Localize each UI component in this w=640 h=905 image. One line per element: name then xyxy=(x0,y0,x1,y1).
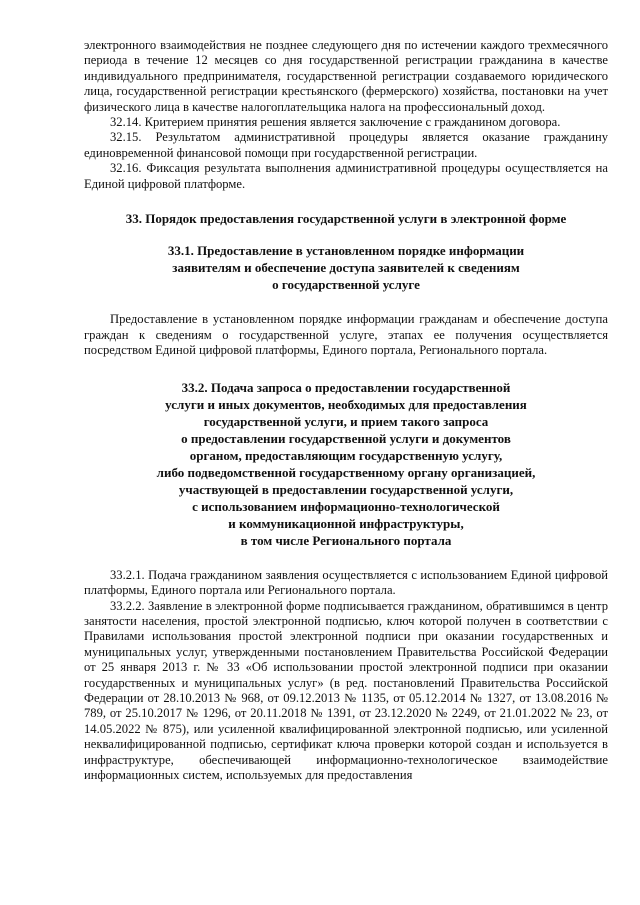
paragraph-33-2-1: 33.2.1. Подача гражданином заявления осуществляется с использованием Единой цифровой платформы, Единого портала или Регионального портала. xyxy=(84,567,608,598)
title-line: в том числе Регионального портала xyxy=(240,532,452,548)
paragraph-32-16: 32.16. Фиксация результата выполнения административной процедуры осуществляется на Единой цифровой платформе. xyxy=(84,161,608,191)
paragraph-32-15: 32.15. Результатом административной процедуры является оказание гражданину единовременной финансовой помощи при государственной регистрации. xyxy=(84,130,608,160)
title-line: участвующей в предоставлении государственной услуги, xyxy=(178,481,514,497)
paragraph-33-2-2: 33.2.2. Заявление в электронной форме подписывается гражданином, обратившимся в центр занятости населения, простой электронной подписью, ключ которой получен в соответствии с Правилами использования простой электронной подписи при оказании государственных и муниципальных услуг, утвержденными постановлением Правительства Российской Федерации от 25 января 2013 г. № 33 «Об использовании простой электронной подписи при оказании государственных и муниципальных услуг» (в ред. постановлений Правительства Российской Федерации от 28.10.2013 № 968, от 09.12.2013 № 1135, от 05.12.2014 № 1327, от 13.08.2016 № 789, от 25.10.2017 № 1296, от 20.11.2018 № 1391, от 23.12.2020 № 2249, от 21.01.2022 № 23, от 14.05.2022 № 875), или усиленной квалифицированной электронной подписью, или усиленной неквалифицированной подписью, сертификат ключа проверки которой создан и используется в инфраструктуре, обеспечивающей информационно-технологическое взаимодействие информационных систем, используемых для предоставления xyxy=(84,598,608,782)
subsection-33-1-title xyxy=(104,242,588,293)
title-line: и коммуникационной инфраструктуры, xyxy=(228,515,464,531)
title-line: 33.1. Предоставление в установленном порядке информации xyxy=(167,243,525,259)
title-line: заявителям и обеспечение доступа заявителей к сведениям xyxy=(172,260,520,276)
title-line: с использованием информационно-технологической xyxy=(192,498,500,514)
title-line: государственной услуги, и прием такого запроса xyxy=(203,413,489,429)
title-line: услуги и иных документов, необходимых для предоставления xyxy=(165,396,527,412)
title-line: либо подведомственной государственному органу организацией, xyxy=(156,464,536,480)
title-line: 33.2. Подача запроса о предоставлении государственной xyxy=(181,379,511,395)
title-line: о предоставлении государственной услуги и документов xyxy=(181,430,511,446)
document-page xyxy=(84,38,608,783)
paragraph-33-1: Предоставление в установленном порядке информации гражданам и обеспечение доступа граждан к сведениям о государственной услуге, этапах ее получения осуществляется посредством Единой цифровой платформы, Единого портала, Регионального портала. xyxy=(84,312,608,358)
title-line: о государственной услуге xyxy=(272,277,420,293)
paragraph-continuation: электронного взаимодействия не позднее следующего дня по истечении каждого трехмесячного периода в течение 12 месяцев со дня государственной регистрации гражданина в качестве индивидуального предпринимателя, государственной регистрации создаваемого юридического лица, государственной регистрации крестьянского (фермерского) хозяйства, постановки на учет физического лица в качестве налогоплательщика налога на профессиональный доход. xyxy=(84,38,608,114)
paragraph-32-14: 32.14. Критерием принятия решения является заключение с гражданином договора. xyxy=(110,115,561,130)
subsection-33-2-title xyxy=(104,379,588,549)
title-line: органом, предоставляющим государственную услугу, xyxy=(189,447,503,463)
section-33-title: 33. Порядок предоставления государственной услуги в электронной форме xyxy=(125,211,567,227)
